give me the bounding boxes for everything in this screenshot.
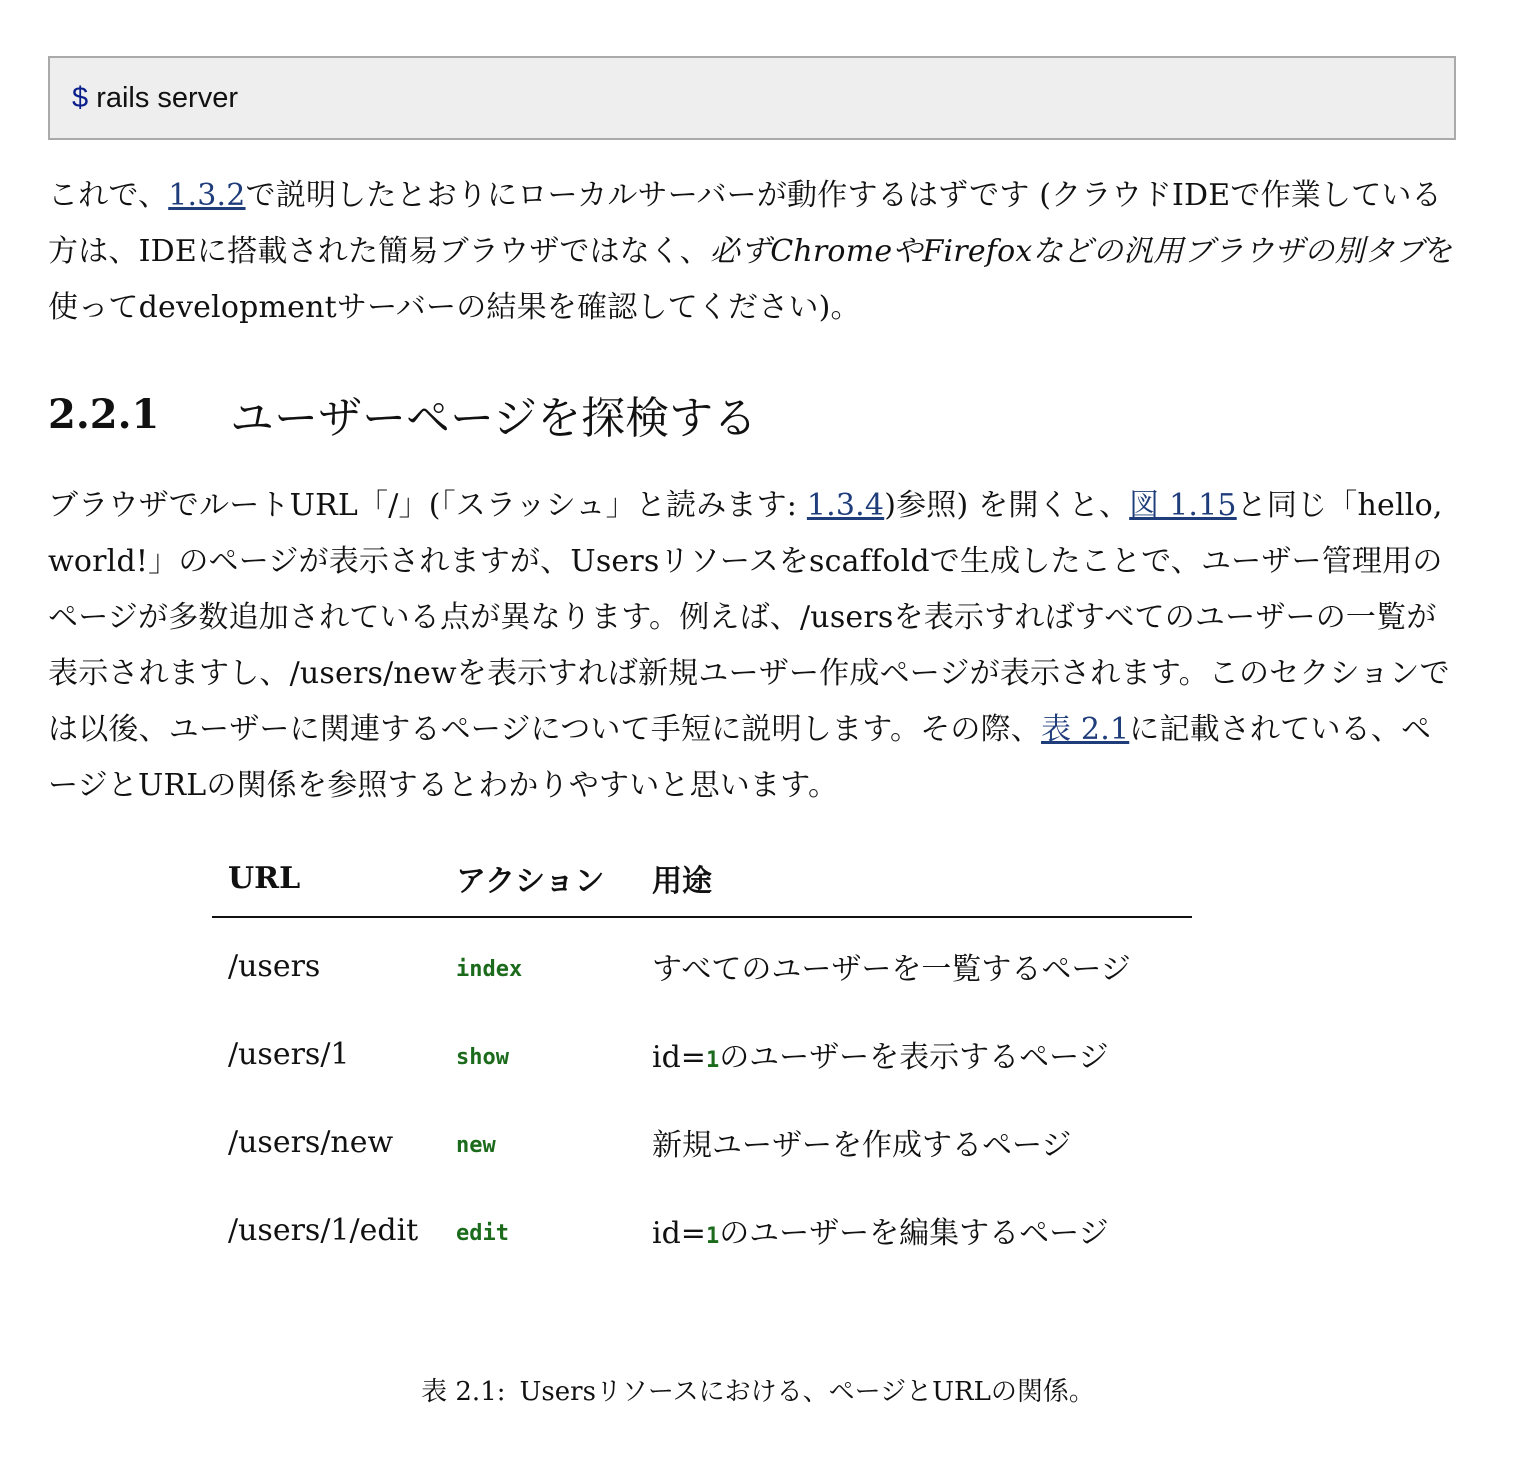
section-number: 2.2.1 [48, 390, 160, 438]
section-heading [48, 384, 1456, 444]
page-content [48, 56, 1456, 814]
action-code: index [456, 956, 523, 982]
table-row [212, 1010, 1192, 1098]
table-row [212, 917, 1192, 1010]
cell-url: /users [228, 948, 321, 984]
table-header-row [212, 840, 1192, 917]
cell-url: /users/new [228, 1124, 394, 1160]
purpose-text: すべてのユーザーを一覧するページ [652, 952, 1131, 987]
cell-action [440, 1010, 636, 1098]
table-row [212, 1186, 1192, 1274]
cell-purpose [636, 917, 1192, 1010]
cell-purpose [636, 1098, 1192, 1186]
column-header-action: アクション [440, 840, 636, 917]
routes-table [212, 840, 1192, 1274]
text-span: と同じ「hello, world!」のページが表示されますが、Usersリソースをscaffoldで生成したことで、ユーザー管理用のページが多数追加されている点が異なります。例えば、/usersを表示すればすべてのユーザーの一覧が表示されますし、/users/newを表示すれば新規ユーザー作成ページが表示されます。このセクションでは以後、ユーザーに関連するページについて手短に説明します。その際、 [48, 488, 1450, 747]
shell-prompt: $ [72, 82, 89, 114]
purpose-code: 1 [705, 1224, 720, 1249]
action-code: edit [456, 1220, 509, 1246]
code-block [48, 56, 1456, 140]
section-link-1-3-4[interactable]: 1.3.4 [806, 488, 885, 523]
table-caption [0, 1370, 1516, 1414]
caption-label: 表 2.1: [421, 1377, 506, 1407]
table-link-2-1[interactable]: 表 2.1 [1041, 712, 1130, 747]
text-span: に記載されている、ページとURLの関係を参照するとわかりやすいと思います。 [48, 712, 1432, 803]
routes-table-wrapper [212, 840, 1192, 1274]
emphasis-text: 必ずChromeやFirefoxなどの汎用ブラウザの別タブ [709, 234, 1426, 269]
cell-url: /users/1/edit [228, 1212, 419, 1248]
cell-purpose [636, 1186, 1192, 1274]
paragraph-user-pages [48, 478, 1456, 814]
purpose-prefix: id= [652, 1216, 706, 1251]
cell-action [440, 917, 636, 1010]
purpose-text: のユーザーを編集するページ [719, 1216, 1109, 1251]
action-code: show [456, 1044, 509, 1070]
cell-url: /users/1 [228, 1036, 350, 1072]
cell-purpose [636, 1010, 1192, 1098]
figure-link-1-15[interactable]: 図 1.15 [1129, 488, 1237, 523]
cell-action [440, 1186, 636, 1274]
purpose-text: のユーザーを表示するページ [719, 1040, 1109, 1075]
text-span: )参照) を開くと、 [884, 488, 1130, 523]
text-span: ブラウザでルートURL「/」(「スラッシュ」と読みます: [48, 488, 807, 523]
text-span: これで、 [48, 178, 169, 213]
column-header-purpose: 用途 [636, 840, 1192, 917]
paragraph-server-note [48, 168, 1456, 336]
section-title: ユーザーページを探検する [230, 393, 758, 444]
purpose-text: 新規ユーザーを作成するページ [652, 1128, 1072, 1163]
purpose-code: 1 [705, 1048, 720, 1073]
text-span: を使ってdevelopmentサーバーの結果を確認してください)。 [48, 234, 1456, 325]
purpose-prefix: id= [652, 1040, 706, 1075]
column-header-url: URL [212, 840, 440, 917]
table-row [212, 1098, 1192, 1186]
shell-command: rails server [88, 82, 238, 114]
section-link-1-3-2[interactable]: 1.3.2 [168, 178, 246, 213]
text-span: で説明したとおりにローカルサーバーが動作するはずです (クラウドIDEで作業している方は、IDEに搭載された簡易ブラウザではなく、 [48, 178, 1442, 269]
action-code: new [456, 1132, 496, 1158]
cell-action [440, 1098, 636, 1186]
caption-text: Usersリソースにおける、ページとURLの関係。 [519, 1377, 1095, 1407]
